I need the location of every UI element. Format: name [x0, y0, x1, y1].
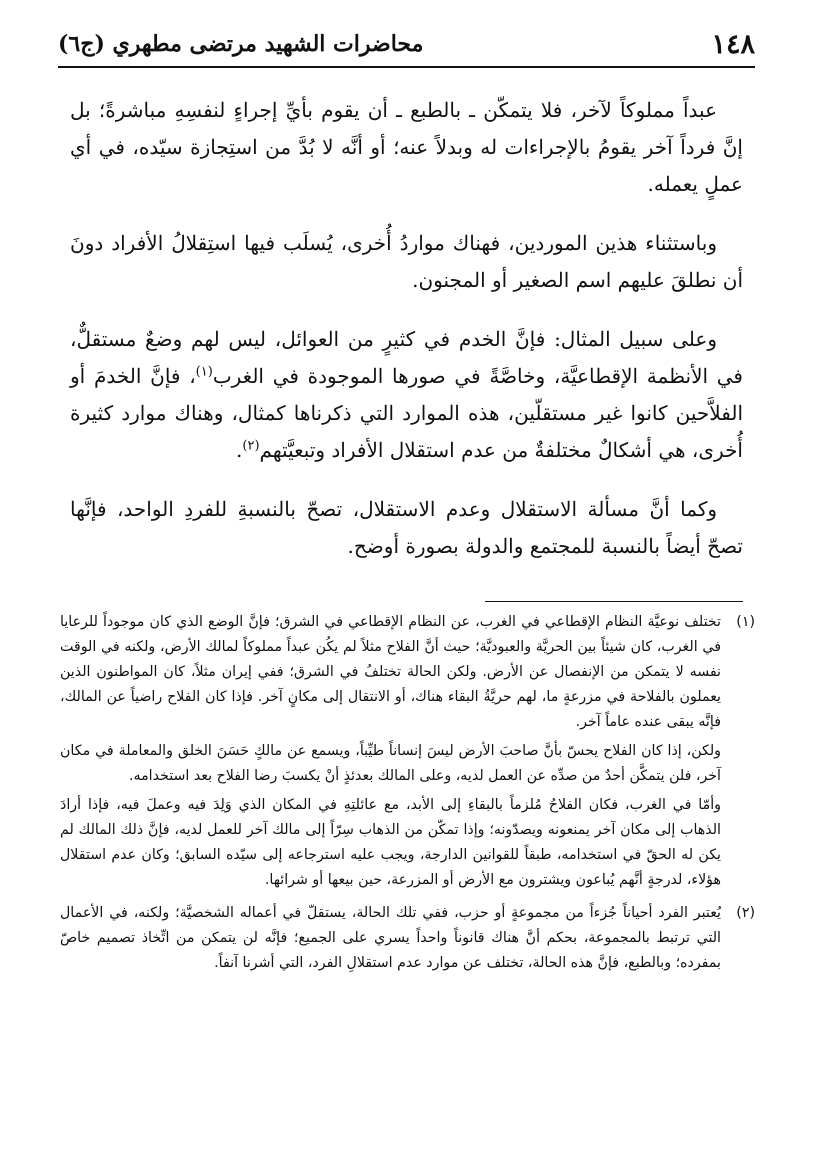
header-rule — [58, 66, 755, 68]
page-header — [58, 22, 755, 66]
footnote-1-paragraph-2: ولكن، إذا كان الفلاح يحسّ بأنَّ صاحبَ الأرض ليسَ إنساناً طيِّباً، ويسمع عن مالكٍ حَسَنَ الخلق والمعاملة في مكان آخر، فلن يتمكَّن أحدٌ من صدِّه عن العمل لديه، وعلى المالك بعدئذٍ أنْ يكسبَ رضا الفلاح بعد استخدامه. — [60, 743, 721, 784]
paragraph-2: وباستثناء هذين الموردين، فهناك مواردُ أُخرى، يُسلَب فيها استِقلالُ الأفراد دونَ أن نطلقَ عليهم اسم الصغير أو المجنون. — [70, 231, 743, 292]
paragraph-3-part-b: ، فإنَّ الخدمَ أو الفلاَّحين كانوا غير مستقلّين، هذه الموارد التي ذكرناها كمثال، وهناك موارد كثيرة أُخرى، هي أشكالٌ مختلفةٌ من عدم استقلال الأفراد وتبعيَّتهم — [70, 364, 743, 462]
footnote-1 — [60, 610, 755, 897]
paragraph-4: وكما أنَّ مسألة الاستقلال وعدم الاستقلال، تصحّ بالنسبةِ للفردِ الواحد، فإنَّها تصحّ أيضاً بالنسبة للمجتمع والدولة بصورة أوضح. — [70, 497, 743, 558]
footnotes — [60, 610, 755, 984]
paragraph-1: عبداً مملوكاً لآخر، فلا يتمكّن ـ بالطبع ـ أن يقوم بأيِّ إجراءٍ لنفسِهِ مباشرةً؛ بل إنَّ فرداً آخر يقومُ بالإجراءات له وبدلاً عنه؛ أو أنَّه لا بُدَّ من استِجازة سيّده، في أي عملٍ يعمله. — [70, 98, 743, 196]
footnote-1-paragraph-1: تختلف نوعيَّة النظام الإقطاعي في الغرب، عن النظام الإقطاعي في الشرق؛ فإنَّ الوضع الذي كان موجوداً للرعايا في الغرب، كان شيئاً بين الحريَّة والعبوديَّة؛ حيث أنَّ الفلاح مثلاً لم يكُن عبداً مملوكاً لمالك الأرض، ولكنه في الوقت نفسه لا يتمكن من الإنفصال عن الأرض. ولكن الحالة تختلفُ في الشرق؛ ففي إيران مثلاً، كان المواطنون الذين يعملون بالفلاحة في مزرعةٍ ما، لهم حريَّةُ البقاء هناك، أو الانتقال إلى مكانٍ آخر. فإذا كان الفلاح راضياً عن المالك، فإنَّه يبقى عنده عاماً آخر. — [60, 614, 721, 730]
footnote-1-paragraph-3: وأمّا في الغرب، فكان الفلاحُ مُلزماً بالبقاءِ إلى الأبد، مع عائلتِهِ في المكان الذي وَلِدَ فيه وعملَ فيه، فإذا أرادَ الذهاب إلى مكان آخر يمنعونه ويصدّونه؛ وإذا تمكّن من الذهاب سِرّاً إلى مالك آخر للعمل لديه، فإنَّ ذلك المالك لم يكن له الحقّ في استخدامه، طبقاً للقوانين الدارجة، ويجب عليه استرجاعه إلى سيّده السابق؛ وكان عدم استقلال هؤلاء، لدرجةٍ أنَّهم يُباعون ويشترون مع الأرض أو المزرعة، حين بيعها أو شرائها. — [60, 797, 721, 888]
paragraph-3 — [70, 321, 743, 469]
footnote-ref-2: (٢) — [242, 438, 260, 454]
footnote-1-number: (١) — [736, 614, 755, 630]
footnote-2-number: (٢) — [736, 905, 755, 921]
footnote-ref-1: (١) — [195, 364, 213, 380]
footnote-2-body — [60, 901, 721, 980]
main-text — [70, 92, 743, 587]
paragraph-3-part-a: وعلى سبيل المثال: فإنَّ الخدم في كثيرٍ من العوائل، ليس لهم وضعٌ مستقلٌّ، في الأنظمة الإقطاعيَّة، وخاصَّةً في صورها الموجودة في الغرب — [70, 327, 743, 388]
running-title: محاضرات الشهيد مرتضى مطهري (ج٦) — [58, 31, 424, 57]
footnote-2 — [60, 901, 755, 980]
footnote-separator — [485, 601, 743, 602]
page-number: ١٤٨ — [711, 28, 755, 60]
footnote-2-paragraph-1: يُعتبر الفرد أحياناً جُزءاً من مجموعةٍ أو حزب، ففي تلك الحالة، يستقلّ في أعماله الشخصيَّة؛ ولكنه، في الأعمال التي ترتبط بالمجموعة، بحكم أنَّ هناك قانوناً واحداً يسري على الجميع؛ فإنَّه لن يتمكن من اتِّخاذ تصميم خاصّ بمفرده؛ وبالطبع، فإنَّ هذه الحالة، تختلف عن موارد عدم استقلالِ الفرد، التي أشرنا آنفاً. — [60, 905, 721, 971]
paragraph-3-part-c: . — [236, 438, 243, 462]
footnote-1-body — [60, 610, 721, 897]
